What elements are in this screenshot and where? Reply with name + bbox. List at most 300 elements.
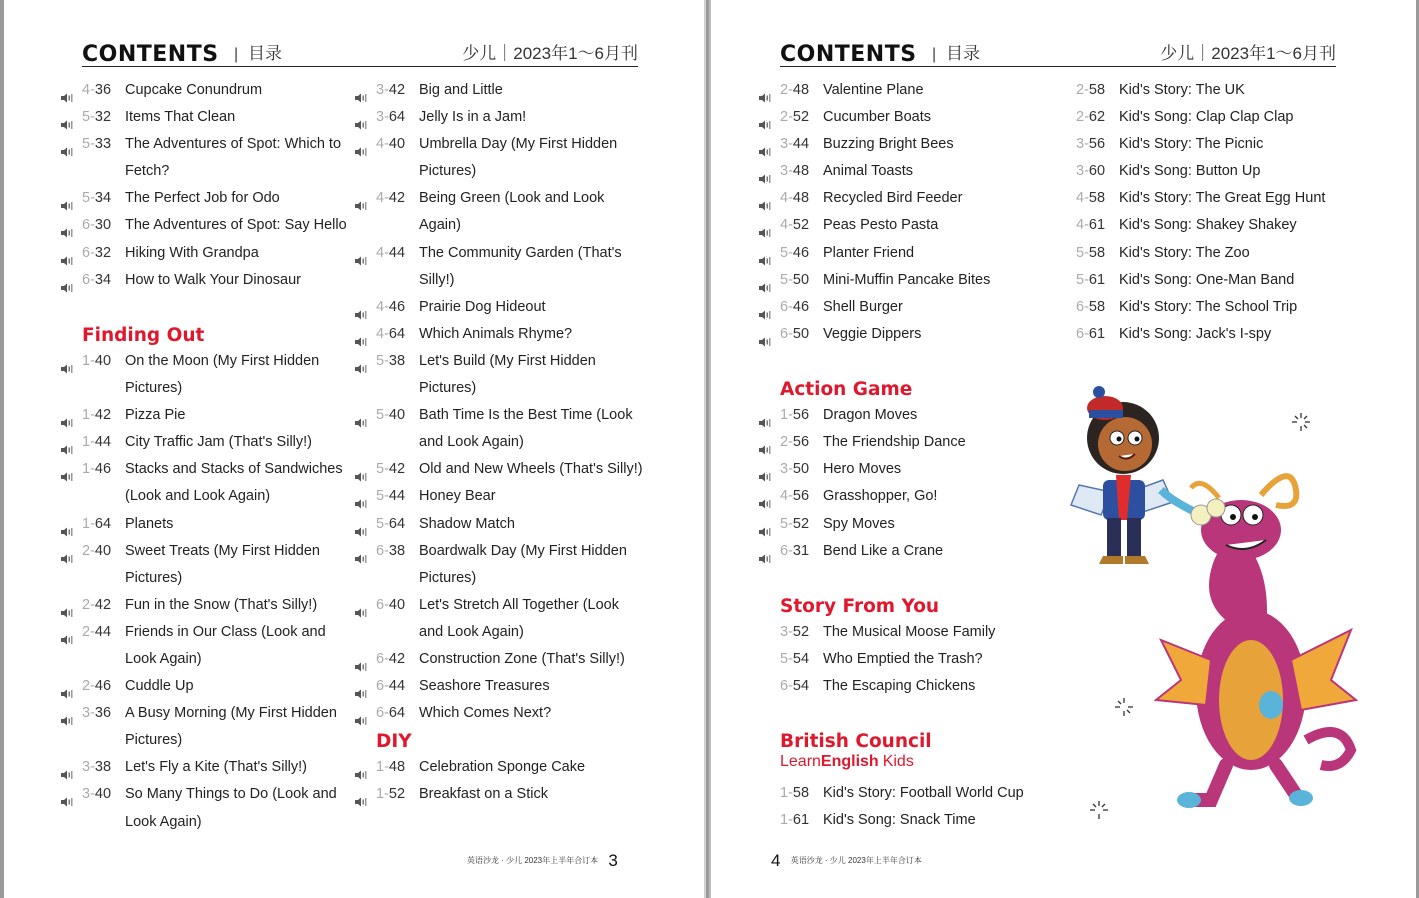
spacer xyxy=(758,565,1058,592)
page-number: 48 xyxy=(388,759,406,776)
issue-number: 3- xyxy=(376,82,389,98)
issue-page xyxy=(82,185,111,212)
issue-number: 1- xyxy=(780,785,793,802)
toc-entry xyxy=(1054,104,1354,131)
entry-title: Hero Moves xyxy=(823,461,902,478)
toc-entry xyxy=(758,511,1058,538)
page-number: 42 xyxy=(388,82,406,98)
toc-entry-continuation xyxy=(354,619,654,646)
issue-page xyxy=(82,619,111,646)
entry-title: Kid's Story: The School Trip xyxy=(1119,298,1298,315)
toc-entry xyxy=(354,77,654,104)
page-number: 42 xyxy=(94,407,112,424)
speaker-icon xyxy=(60,628,74,638)
page-number: 54 xyxy=(792,678,810,695)
issue-number: 5- xyxy=(780,650,793,667)
section-diy: DIY xyxy=(376,731,412,753)
left-column-2 xyxy=(354,77,654,809)
page-number: 36 xyxy=(94,82,112,98)
issue-number: 4- xyxy=(82,82,95,98)
issue-page xyxy=(376,538,405,565)
issue-page xyxy=(780,185,809,212)
page-number: 50 xyxy=(792,271,810,288)
mulu-label: 目录 xyxy=(946,44,980,63)
issue-page xyxy=(1076,321,1105,348)
issue-page xyxy=(1076,158,1105,185)
speaker-icon xyxy=(758,438,772,448)
speaker-icon xyxy=(60,357,74,367)
page-number: 42 xyxy=(388,190,406,207)
issue-page xyxy=(82,429,111,456)
issue-number: 6- xyxy=(376,650,389,667)
toc-entry-continuation xyxy=(60,809,350,836)
issue-page xyxy=(780,780,809,807)
page-number: 46 xyxy=(792,298,810,315)
toc-entry xyxy=(60,104,350,131)
page-number: 52 xyxy=(792,109,810,126)
entry-title: Prairie Dog Hideout xyxy=(419,298,546,315)
issue-page xyxy=(1076,131,1105,158)
toc-entry xyxy=(1054,185,1354,212)
page-number: 64 xyxy=(388,109,406,126)
page-number: 61 xyxy=(1088,271,1106,288)
issue-page xyxy=(82,131,111,158)
page-number: 42 xyxy=(94,596,112,613)
issue-number: 3- xyxy=(780,461,793,478)
entry-title: Items That Clean xyxy=(125,109,236,126)
speaker-icon xyxy=(354,709,368,719)
toc-entry xyxy=(758,456,1058,483)
page-number: 38 xyxy=(388,352,406,369)
speaker-icon xyxy=(758,86,772,96)
issue-number: 1- xyxy=(376,759,389,776)
entry-title: Valentine Plane xyxy=(823,82,924,98)
issue-page xyxy=(1076,104,1105,131)
page-number: 60 xyxy=(1088,163,1106,180)
issue-number: 6- xyxy=(780,678,793,695)
issue-page xyxy=(82,402,111,429)
toc-entry xyxy=(1054,240,1354,267)
page-number: 58 xyxy=(1088,244,1106,261)
speaker-icon xyxy=(60,221,74,231)
issue-number: 6- xyxy=(780,325,793,342)
page-number: 64 xyxy=(388,705,406,722)
entry-title: Let's Fly a Kite (That's Silly!) xyxy=(125,759,308,776)
issue-number: 1- xyxy=(82,515,95,532)
toc-entry xyxy=(354,185,654,212)
issue-number: 2- xyxy=(780,434,793,451)
issue-number: 5- xyxy=(780,271,793,288)
issue-number: 1- xyxy=(82,352,95,369)
speaker-icon xyxy=(758,330,772,340)
speaker-icon xyxy=(354,682,368,692)
speaker-icon xyxy=(60,601,74,611)
entry-title: Seashore Treasures xyxy=(419,678,550,695)
issue-page xyxy=(1076,240,1105,267)
issue-number: 5- xyxy=(376,488,389,505)
entry-title-continued: Pictures) xyxy=(125,569,183,586)
toc-entry-continuation xyxy=(60,646,350,673)
logo-kids: Kids xyxy=(882,753,914,771)
toc-entry-continuation xyxy=(60,158,350,185)
issue-page xyxy=(376,456,405,483)
mulu-label: 目录 xyxy=(248,44,282,63)
entry-title: Celebration Sponge Cake xyxy=(419,759,586,776)
entry-title: Pizza Pie xyxy=(125,407,186,424)
page-number: 58 xyxy=(1088,298,1106,315)
entry-title: On the Moon (My First Hidden xyxy=(125,352,320,369)
page-number: 34 xyxy=(94,271,112,288)
issue-number: 2- xyxy=(780,109,793,126)
issue-page xyxy=(82,538,111,565)
page-number: 46 xyxy=(94,678,112,695)
issue-number: 4- xyxy=(780,488,793,505)
page-number: 44 xyxy=(388,488,406,505)
entry-title: Kid's Song: Clap Clap Clap xyxy=(1119,109,1294,126)
page-number: 50 xyxy=(792,461,810,478)
entry-title: Planter Friend xyxy=(823,244,915,261)
issue-number: 6- xyxy=(376,596,389,613)
entry-title: Breakfast on a Stick xyxy=(419,786,548,803)
speaker-icon xyxy=(60,113,74,123)
entry-title: So Many Things to Do (Look and xyxy=(125,786,337,803)
boy-figure xyxy=(1071,386,1173,564)
issue-page xyxy=(1076,294,1105,321)
page-number: 44 xyxy=(94,434,112,451)
toc-entry xyxy=(354,294,654,321)
speaker-icon xyxy=(60,547,74,557)
issue-page xyxy=(780,294,809,321)
toc-entry xyxy=(1054,158,1354,185)
issue-page xyxy=(376,483,405,510)
toc-entry xyxy=(354,456,654,483)
toc-entry xyxy=(758,321,1058,348)
section-story-from-you: Story From You xyxy=(780,595,940,617)
issue-number: 5- xyxy=(376,352,389,369)
speaker-icon xyxy=(354,465,368,475)
issue-page xyxy=(780,402,809,429)
issue-page xyxy=(82,592,111,619)
speaker-icon xyxy=(60,790,74,800)
speaker-icon xyxy=(354,194,368,204)
speaker-icon xyxy=(758,520,772,530)
entry-title: Umbrella Day (My First Hidden xyxy=(419,136,618,153)
issue-number: 6- xyxy=(1076,298,1089,315)
page-number: 38 xyxy=(388,542,406,559)
page-number: 52 xyxy=(792,217,810,234)
toc-entry xyxy=(758,131,1058,158)
issue-number: 6- xyxy=(780,298,793,315)
page-number: 56 xyxy=(792,488,810,505)
issue-page xyxy=(376,646,405,673)
toc-entry xyxy=(1054,77,1354,104)
page-header xyxy=(780,40,1336,67)
issue-page xyxy=(780,807,809,834)
page-number: 61 xyxy=(1088,325,1106,342)
entry-title: Cupcake Conundrum xyxy=(125,82,263,98)
issue-page xyxy=(82,240,111,267)
page-number: 58 xyxy=(792,785,810,802)
issue-page xyxy=(780,483,809,510)
toc-entry xyxy=(1054,131,1354,158)
toc-entry xyxy=(758,807,1058,834)
issue-number: 6- xyxy=(82,271,95,288)
entry-title-continued: Pictures) xyxy=(419,380,477,397)
issue-page xyxy=(780,456,809,483)
entry-title: Sweet Treats (My First Hidden xyxy=(125,542,320,559)
entry-title: The Adventures of Spot: Say Hello xyxy=(125,217,347,234)
entry-title: Fun in the Snow (That's Silly!) xyxy=(125,596,318,613)
entry-title: City Traffic Jam (That's Silly!) xyxy=(125,434,312,451)
issue-page xyxy=(780,77,809,104)
issue-number: 6- xyxy=(376,542,389,559)
toc-entry-continuation xyxy=(354,267,654,294)
toc-entry xyxy=(758,104,1058,131)
issue-page xyxy=(376,402,405,429)
toc-entry-continuation xyxy=(354,212,654,239)
toc-entry xyxy=(60,131,350,158)
toc-entry xyxy=(354,348,654,375)
toc-entry xyxy=(758,483,1058,510)
speaker-icon xyxy=(60,194,74,204)
toc-entry xyxy=(758,185,1058,212)
left-column-1 xyxy=(60,77,350,836)
entry-title: Old and New Wheels (That's Silly!) xyxy=(419,461,643,478)
toc-entry xyxy=(354,483,654,510)
dragon-figure xyxy=(1156,476,1356,808)
issue-number: 6- xyxy=(82,217,95,234)
issue-page xyxy=(780,673,809,700)
issue-page xyxy=(376,321,405,348)
page-number: 61 xyxy=(1088,217,1106,234)
entry-title: Which Comes Next? xyxy=(419,705,552,722)
entry-title: Mini-Muffin Pancake Bites xyxy=(823,271,991,288)
issue-number: 1- xyxy=(82,434,95,451)
issue-page xyxy=(82,77,111,104)
page-number: 40 xyxy=(94,542,112,559)
speaker-icon xyxy=(60,86,74,96)
issue-page xyxy=(376,240,405,267)
page-number: 33 xyxy=(94,136,112,153)
issue-number: 5- xyxy=(82,190,95,207)
issue-page xyxy=(780,321,809,348)
speaker-icon xyxy=(758,492,772,502)
entry-title: The Friendship Dance xyxy=(823,434,966,451)
spacer xyxy=(758,700,1058,727)
toc-entry xyxy=(354,131,654,158)
speaker-icon xyxy=(758,194,772,204)
page-number: 3 xyxy=(608,851,618,870)
issue-number: 6- xyxy=(376,705,389,722)
toc-entry xyxy=(60,240,350,267)
toc-entry xyxy=(60,267,350,294)
issue-number: 5- xyxy=(376,407,389,424)
entry-title: Who Emptied the Trash? xyxy=(823,650,983,667)
toc-entry xyxy=(354,592,654,619)
page-number: 56 xyxy=(1088,136,1106,153)
issue-number: 3- xyxy=(82,705,95,722)
page-gutter-right xyxy=(709,0,711,898)
page-number: 38 xyxy=(94,759,112,776)
toc-entry xyxy=(354,754,654,781)
section-finding-out: Finding Out xyxy=(82,324,205,346)
issue-page xyxy=(82,781,111,808)
speaker-icon xyxy=(758,249,772,259)
entry-title-continued: Pictures) xyxy=(125,380,183,397)
speaker-icon xyxy=(354,357,368,367)
entry-title: Let's Build (My First Hidden xyxy=(419,352,596,369)
speaker-icon xyxy=(354,113,368,123)
learnenglish-kids-logo xyxy=(758,753,1058,773)
entry-title: Kid's Story: The UK xyxy=(1119,82,1245,98)
header-separator: | xyxy=(234,46,239,63)
toc-entry xyxy=(60,456,350,483)
entry-title: Bath Time Is the Best Time (Look xyxy=(419,407,633,424)
toc-entry xyxy=(1054,321,1354,348)
entry-title-continued: Pictures) xyxy=(419,163,477,180)
entry-title: Kid's Story: The Great Egg Hunt xyxy=(1119,190,1326,207)
issue-number: 5- xyxy=(780,515,793,532)
speaker-icon xyxy=(354,86,368,96)
speaker-icon xyxy=(354,492,368,502)
toc-entry xyxy=(60,77,350,104)
issue-page xyxy=(780,267,809,294)
toc-entry xyxy=(354,700,654,727)
toc-entry xyxy=(354,321,654,348)
page-number: 42 xyxy=(388,650,406,667)
speaker-icon xyxy=(758,411,772,421)
speaker-icon xyxy=(354,330,368,340)
toc-entry xyxy=(354,673,654,700)
issue-page xyxy=(376,511,405,538)
toc-entry xyxy=(758,77,1058,104)
toc-entry xyxy=(60,754,350,781)
entry-title: Buzzing Bright Bees xyxy=(823,136,954,153)
entry-title: The Perfect Job for Odo xyxy=(125,190,280,207)
issue-page xyxy=(82,456,111,483)
toc-entry xyxy=(60,348,350,375)
issue-number: 1- xyxy=(780,407,793,424)
issue-number: 3- xyxy=(82,786,95,803)
entry-title: Recycled Bird Feeder xyxy=(823,190,963,207)
toc-entry xyxy=(354,538,654,565)
speaker-icon xyxy=(354,763,368,773)
speaker-icon xyxy=(758,276,772,286)
issue-number: 3- xyxy=(780,136,793,153)
toc-entry xyxy=(60,185,350,212)
issue-number: 5- xyxy=(376,461,389,478)
toc-entry xyxy=(60,700,350,727)
toc-entry xyxy=(60,511,350,538)
issue-number: 6- xyxy=(82,244,95,261)
entry-title: Which Animals Rhyme? xyxy=(419,325,573,342)
issue-page xyxy=(1076,185,1105,212)
toc-entry xyxy=(354,646,654,673)
speaker-icon xyxy=(60,709,74,719)
logo-learn: Learn xyxy=(780,753,821,771)
page-gutter-left xyxy=(704,0,706,898)
toc-entry xyxy=(1054,267,1354,294)
speaker-icon xyxy=(60,465,74,475)
speaker-icon xyxy=(758,221,772,231)
boy-and-dragon-illustration xyxy=(1061,380,1361,820)
issue-page xyxy=(1076,212,1105,239)
issue-number: 3- xyxy=(780,163,793,180)
entry-title: Kid's Story: The Zoo xyxy=(1119,244,1250,261)
page-number: 48 xyxy=(792,190,810,207)
issue-number: 2- xyxy=(82,542,95,559)
right-column-2 xyxy=(1054,77,1354,348)
logo-english: English xyxy=(820,753,879,771)
toc-entry xyxy=(60,781,350,808)
issue-page xyxy=(376,781,405,808)
page-3 xyxy=(4,0,704,898)
entry-title: Spy Moves xyxy=(823,515,895,532)
page-number: 61 xyxy=(792,812,810,829)
toc-entry xyxy=(758,267,1058,294)
entry-title: Construction Zone (That's Silly!) xyxy=(419,650,625,667)
page-number: 4 xyxy=(771,851,781,870)
toc-entry xyxy=(758,780,1058,807)
issue-page xyxy=(82,212,111,239)
entry-title: Honey Bear xyxy=(419,488,496,505)
speaker-icon xyxy=(60,520,74,530)
issue-number: 2- xyxy=(82,623,95,640)
toc-entry-continuation xyxy=(354,429,654,456)
speaker-icon xyxy=(354,140,368,150)
issue-number: 4- xyxy=(780,190,793,207)
entry-title: Grasshopper, Go! xyxy=(823,488,938,505)
entry-title: The Community Garden (That's xyxy=(419,244,622,261)
issue-number: 4- xyxy=(376,190,389,207)
toc-entry-continuation xyxy=(60,565,350,592)
entry-title: Being Green (Look and Look xyxy=(419,190,605,207)
entry-title: A Busy Morning (My First Hidden xyxy=(125,705,337,722)
issue-page xyxy=(82,754,111,781)
issue-page xyxy=(780,619,809,646)
page-number: 40 xyxy=(388,596,406,613)
entry-title: Bend Like a Crane xyxy=(823,542,944,559)
contents-heading: CONTENTS xyxy=(780,42,917,67)
issue-page xyxy=(780,240,809,267)
issue-page xyxy=(376,673,405,700)
issue-number: 5- xyxy=(82,109,95,126)
issue-number: 2- xyxy=(82,678,95,695)
toc-entry xyxy=(758,673,1058,700)
page-number: 42 xyxy=(388,461,406,478)
toc-entry xyxy=(354,402,654,429)
issue-number: 3- xyxy=(1076,136,1089,153)
entry-title: Kid's Song: Shakey Shakey xyxy=(1119,217,1297,234)
entry-title: Kid's Story: Football World Cup xyxy=(823,785,1024,802)
entry-title: Cucumber Boats xyxy=(823,109,931,126)
issue-number: 3- xyxy=(376,109,389,126)
page-number: 40 xyxy=(388,136,406,153)
speaker-icon xyxy=(60,763,74,773)
speaker-icon xyxy=(354,655,368,665)
toc-entry xyxy=(758,212,1058,239)
issue-page xyxy=(780,538,809,565)
page-number: 48 xyxy=(792,163,810,180)
speaker-icon xyxy=(354,547,368,557)
entry-title-continued: Fetch? xyxy=(125,163,170,180)
issue-page xyxy=(376,348,405,375)
page-number: 40 xyxy=(94,786,112,803)
toc-entry xyxy=(1054,212,1354,239)
page-number: 40 xyxy=(94,352,112,369)
issue-page xyxy=(376,131,405,158)
entry-title: The Musical Moose Family xyxy=(823,623,996,640)
